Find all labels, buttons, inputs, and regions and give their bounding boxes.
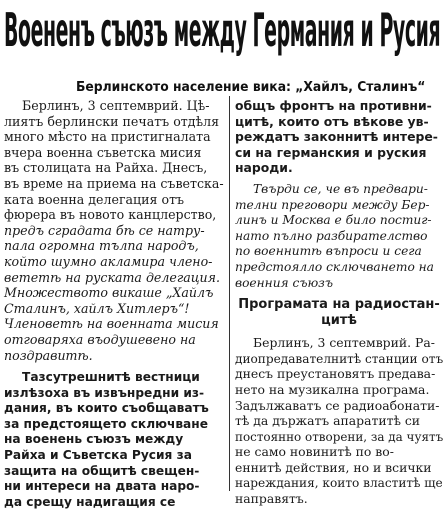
left-paragraph-1 [4, 98, 225, 363]
text-line: пала огромна тълпа народъ, [4, 238, 199, 254]
text-line: цитѣ, които отъ вѣкове ув- [235, 113, 429, 129]
text-line: Твърди се, че въ предвари- [253, 181, 428, 196]
text-line: Берлинъ, 3 септемврий. Цѣ- [22, 98, 210, 113]
text-line: излѣзоха въ извънредни из- [4, 385, 205, 400]
text-line: Членоветѣ на военната мисия [4, 316, 219, 332]
text-line: нареждания, които властитѣ ще [235, 475, 443, 491]
text-line: фюрера въ новото канцлерство, [4, 207, 217, 223]
text-line: военния съюзъ [235, 275, 333, 290]
headline [0, 2, 447, 60]
text-line: днесъ преустановятъ предава- [235, 366, 436, 382]
text-line: Множеството викаше „Хайлъ [4, 285, 214, 301]
text-line: тѣ да държатъ апаратитѣ си [235, 413, 421, 429]
text-line: Сталинъ, хайлъ Хитлеръ“! [4, 300, 190, 316]
text-line: Райха и Съветска Русия за [4, 448, 192, 463]
headline-text: Воененъ съюзъ между Германия и Русия [4, 3, 441, 57]
text-line: общъ фронтъ на противни- [235, 98, 432, 113]
section-title-line: цитѣ [321, 313, 357, 329]
right-paragraph-1 [235, 98, 443, 176]
column-divider [229, 96, 230, 491]
text-line: Задължаватъ се радиоабонати- [235, 397, 440, 413]
right-paragraph-2 [235, 182, 443, 291]
text-line: лиятъ берлински печатъ отдѣля [4, 113, 220, 129]
section-title-line: Програмата на радиостан- [238, 297, 440, 313]
text-line: да срещу надигащия се [4, 494, 176, 509]
text-line: вчера военна съветска мисия [4, 144, 202, 160]
right-paragraph-3 [235, 335, 443, 507]
text-line: диопредавателнитѣ станции отъ [235, 350, 444, 366]
text-line: защита на общитѣ свещен- [4, 463, 200, 478]
text-line: ката военна делегация отъ [4, 191, 185, 207]
text-line: направятъ. [235, 491, 308, 507]
text-line: постоянно отворени, за да чуятъ [235, 428, 444, 444]
text-line: дания, въ които съобщаватъ [4, 401, 209, 416]
text-line: който шумно акламира члено- [4, 253, 213, 269]
text-line: за предстоящето сключване [4, 416, 208, 431]
text-line: вететѣ на руската делегация. [4, 269, 220, 285]
text-line: народи. [235, 160, 293, 176]
text-line: на военень съюзъ между [4, 432, 184, 447]
text-line: нато пълно разбирателство [235, 228, 428, 243]
text-line: отговаряха въодушевено на [4, 331, 196, 347]
text-line: Тазсутрешнитѣ вестници [22, 370, 200, 385]
right-column [235, 98, 443, 507]
text-line: предстоялло сключването на [235, 259, 434, 274]
left-column [4, 98, 225, 509]
text-line: ни интереси на двата наро- [4, 479, 200, 494]
text-line: въ време на приема на съветска- [4, 175, 224, 191]
text-line: Берлинъ, 3 септемврий. Ра- [253, 335, 435, 351]
text-line: телни преговори между Бер- [235, 197, 430, 212]
section-title [235, 297, 443, 329]
text-line: по военнитѣ въпроси и сега [235, 244, 422, 259]
text-line: поздравитѣ. [4, 347, 93, 363]
text-line: предъ сградата бѣ се натру- [4, 222, 205, 238]
text-line: реждатъ законнитѣ интере- [235, 129, 438, 145]
text-line: нето на музикална програма. [235, 381, 430, 397]
text-line: въ столицата на Райха. Днесъ, [4, 160, 208, 176]
text-line: си на германския и руския [235, 144, 427, 160]
subheadline: Берлинското население вика: „Хайлъ, Сталинъ“ [76, 80, 426, 95]
text-line: линъ и Москва е било постиг- [235, 213, 432, 228]
text-line: еннитѣ действия, но и всички [235, 459, 432, 475]
text-line: не само новинитѣ по во- [235, 444, 394, 460]
left-paragraph-2 [4, 369, 225, 509]
text-line: много мѣсто на пристигналата [4, 129, 211, 145]
